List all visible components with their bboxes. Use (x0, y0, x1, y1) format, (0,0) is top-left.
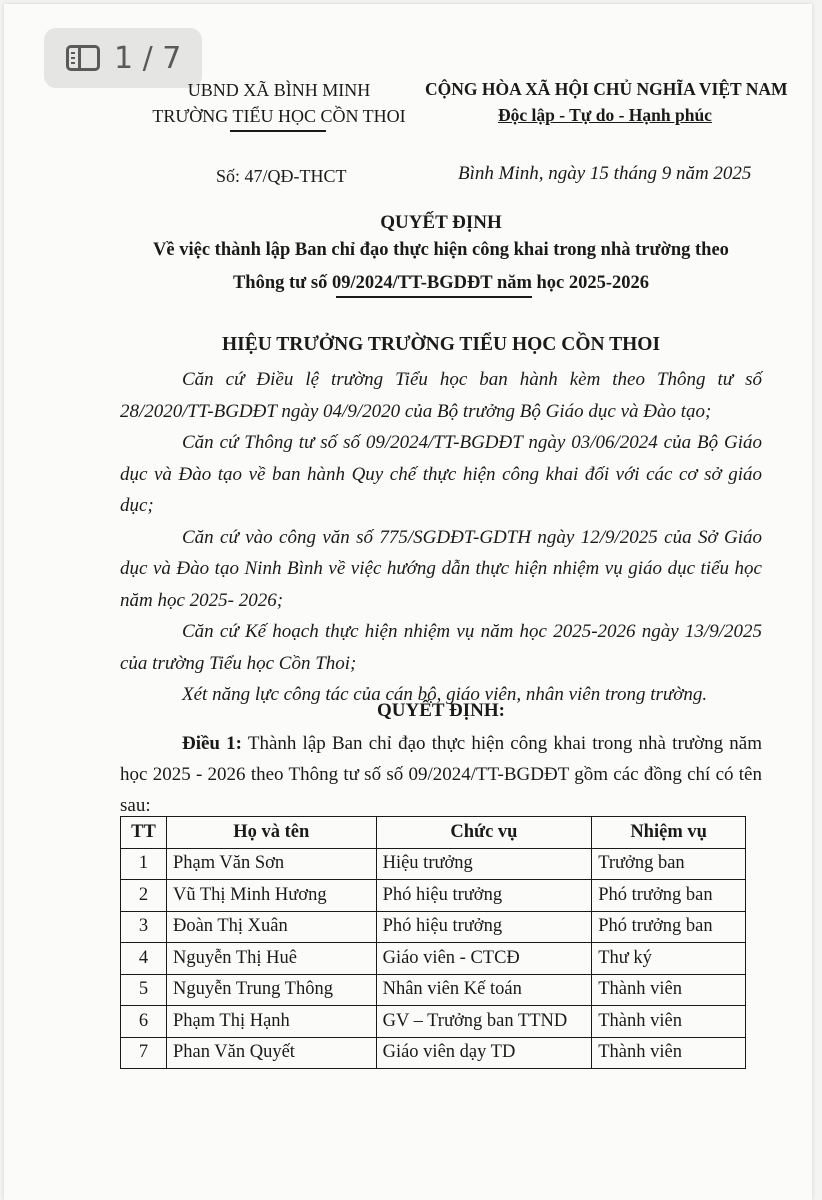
page-indicator-text: 1 / 7 (114, 40, 182, 76)
basis-item: Xét năng lực công tác của cán bộ, giáo viên, nhân viên trong trường. (182, 684, 708, 705)
article-1-label: Điều 1: (182, 733, 243, 754)
cell-position: Phó hiệu trưởng (376, 911, 592, 943)
issuing-authority: HIỆU TRƯỞNG TRƯỜNG TIỂU HỌC CỒN THOI (221, 334, 661, 355)
page-indicator[interactable] (44, 28, 202, 88)
article-1 (120, 728, 762, 821)
table-row (121, 911, 746, 943)
cell-role: Phó trưởng ban (592, 911, 746, 943)
article-1-text: Thành lập Ban chỉ đạo thực hiện công khai trong nhà trường năm học 2025 - 2026 theo Thông tư số số 09/2024/TT-BGDĐT gồm các đồng chí có tên sau: (120, 733, 763, 816)
col-header-tt: TT (121, 817, 167, 849)
cell-tt: 1 (121, 848, 167, 880)
basis-item: Căn cứ Điều lệ trường Tiểu học ban hành kèm theo Thông tư số 28/2020/TT-BGDĐT ngày 04/9/2020 của Bộ trưởng Bộ Giáo dục và Đào tạo; (120, 369, 762, 422)
col-header-position: Chức vụ (376, 817, 592, 849)
cell-tt: 6 (121, 1006, 167, 1038)
table-header-row (121, 817, 746, 849)
cell-name: Vũ Thị Minh Hương (166, 880, 376, 912)
cell-position: Hiệu trưởng (376, 848, 592, 880)
document-heading: QUYẾT ĐỊNH (380, 212, 502, 233)
cell-role: Thành viên (592, 1006, 746, 1038)
header-school: TRƯỜNG TIỂU HỌC CỒN THOI (152, 106, 406, 126)
cell-tt: 4 (121, 943, 167, 975)
subject-underline (336, 296, 532, 298)
cell-position: Phó hiệu trưởng (376, 880, 592, 912)
table-row (121, 848, 746, 880)
cell-tt: 2 (121, 880, 167, 912)
table-row (121, 943, 746, 975)
cell-position: Giáo viên dạy TD (376, 1037, 592, 1069)
basis-item: Căn cứ Kế hoạch thực hiện nhiệm vụ năm học 2025-2026 ngày 13/9/2025 của trường Tiểu học Cồn Thoi; (120, 621, 762, 674)
table-row (121, 880, 746, 912)
document-subject-line2: Thông tư số 09/2024/TT-BGDĐT năm học 2025-2026 (232, 273, 650, 293)
table-row (121, 1037, 746, 1069)
decision-heading: QUYẾT ĐỊNH: (377, 700, 505, 721)
cell-tt: 7 (121, 1037, 167, 1069)
header-left-underline (230, 130, 326, 132)
table-row (121, 974, 746, 1006)
cell-tt: 5 (121, 974, 167, 1006)
basis-item: Căn cứ vào công văn số 775/SGDĐT-GDTH ngày 12/9/2025 của Sở Giáo dục và Đào tạo Ninh Bình về việc hướng dẫn thực hiện nhiệm vụ giáo dục tiểu học năm học 2025- 2026; (120, 526, 762, 611)
cell-position: GV – Trưởng ban TTND (376, 1006, 592, 1038)
header-authority: UBND XÃ BÌNH MINH (187, 80, 371, 100)
cell-role: Thành viên (592, 974, 746, 1006)
cell-position: Giáo viên - CTCĐ (376, 943, 592, 975)
cell-name: Phạm Văn Sơn (166, 848, 376, 880)
national-title: CỘNG HÒA XÃ HỘI CHỦ NGHĨA VIỆT NAM (425, 79, 788, 99)
cell-role: Trưởng ban (592, 848, 746, 880)
document-number: Số: 47/QĐ-THCT (216, 166, 347, 186)
place-and-date: Bình Minh, ngày 15 tháng 9 năm 2025 (458, 163, 752, 184)
col-header-name: Họ và tên (166, 817, 376, 849)
basis-item: Căn cứ Thông tư số số 09/2024/TT-BGDĐT ngày 03/06/2024 của Bộ Giáo dục và Đào tạo về ban hành Quy chế thực hiện công khai đối với các cơ sở giáo dục; (120, 432, 762, 516)
cell-name: Phạm Thị Hạnh (166, 1006, 376, 1038)
cell-role: Phó trưởng ban (592, 880, 746, 912)
cell-role: Thư ký (592, 943, 746, 975)
document-subject-line1: Về việc thành lập Ban chỉ đạo thực hiện công khai trong nhà trường theo (153, 240, 729, 260)
table-row (121, 1006, 746, 1038)
national-motto: Độc lập - Tự do - Hạnh phúc (498, 105, 712, 125)
col-header-role: Nhiệm vụ (592, 817, 746, 849)
members-table (120, 816, 746, 1069)
cell-name: Nguyễn Trung Thông (166, 974, 376, 1006)
cell-name: Nguyễn Thị Huê (166, 943, 376, 975)
cell-name: Đoàn Thị Xuân (166, 911, 376, 943)
legal-bases (120, 364, 762, 711)
cell-role: Thành viên (592, 1037, 746, 1069)
page-list-icon (66, 45, 100, 71)
cell-tt: 3 (121, 911, 167, 943)
cell-name: Phan Văn Quyết (166, 1037, 376, 1069)
cell-position: Nhân viên Kế toán (376, 974, 592, 1006)
